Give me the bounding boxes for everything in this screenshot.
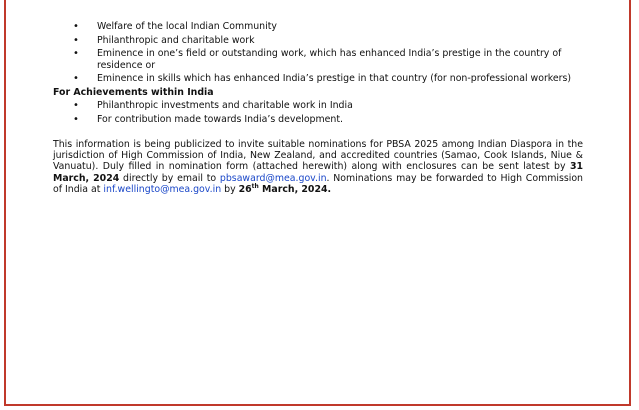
section-heading: For Achievements within India xyxy=(53,86,214,98)
india-achievements-list xyxy=(53,100,583,125)
list-item: • For contribution made towards India’s development. xyxy=(53,114,583,126)
list-item: • Eminence in one’s field or outstanding work, which has enhanced India’s prestige in the country of residence or xyxy=(53,48,583,71)
list-item: • Welfare of the local Indian Community xyxy=(53,21,583,33)
email-link[interactable]: inf.wellingto@mea.gov.in xyxy=(103,183,222,195)
document-body xyxy=(53,21,583,195)
email-link[interactable]: pbsaward@mea.gov.in xyxy=(219,172,327,184)
paragraph-text: directly by email to xyxy=(119,172,220,184)
overseas-achievements-list xyxy=(53,21,583,85)
nomination-paragraph xyxy=(53,139,583,195)
deadline-date: 26th March, 2024. xyxy=(238,182,332,195)
list-item: • Eminence in skills which has enhanced India’s prestige in that country (for non-professional workers) xyxy=(53,73,583,85)
deadline-date: 31 March, 2024 xyxy=(53,161,583,184)
paragraph-text: by xyxy=(221,183,239,195)
paragraph-text: This information is being publicized to invite suitable nominations for PBSA 2025 among Indian Diaspora in the jurisdiction of High Commission of India, New Zealand, and accredited countries (Samao, Cook Islands, Niue & Vanuatu). Duly filled in nomination form (attached herewith) along with enclosures can be sent latest by xyxy=(53,139,583,173)
list-item: • Philanthropic investments and charitable work in India xyxy=(53,100,583,112)
paragraph-text: . Nominations may be forwarded to High Commission of India at xyxy=(53,172,583,195)
list-item: • Philanthropic and charitable work xyxy=(53,35,583,47)
